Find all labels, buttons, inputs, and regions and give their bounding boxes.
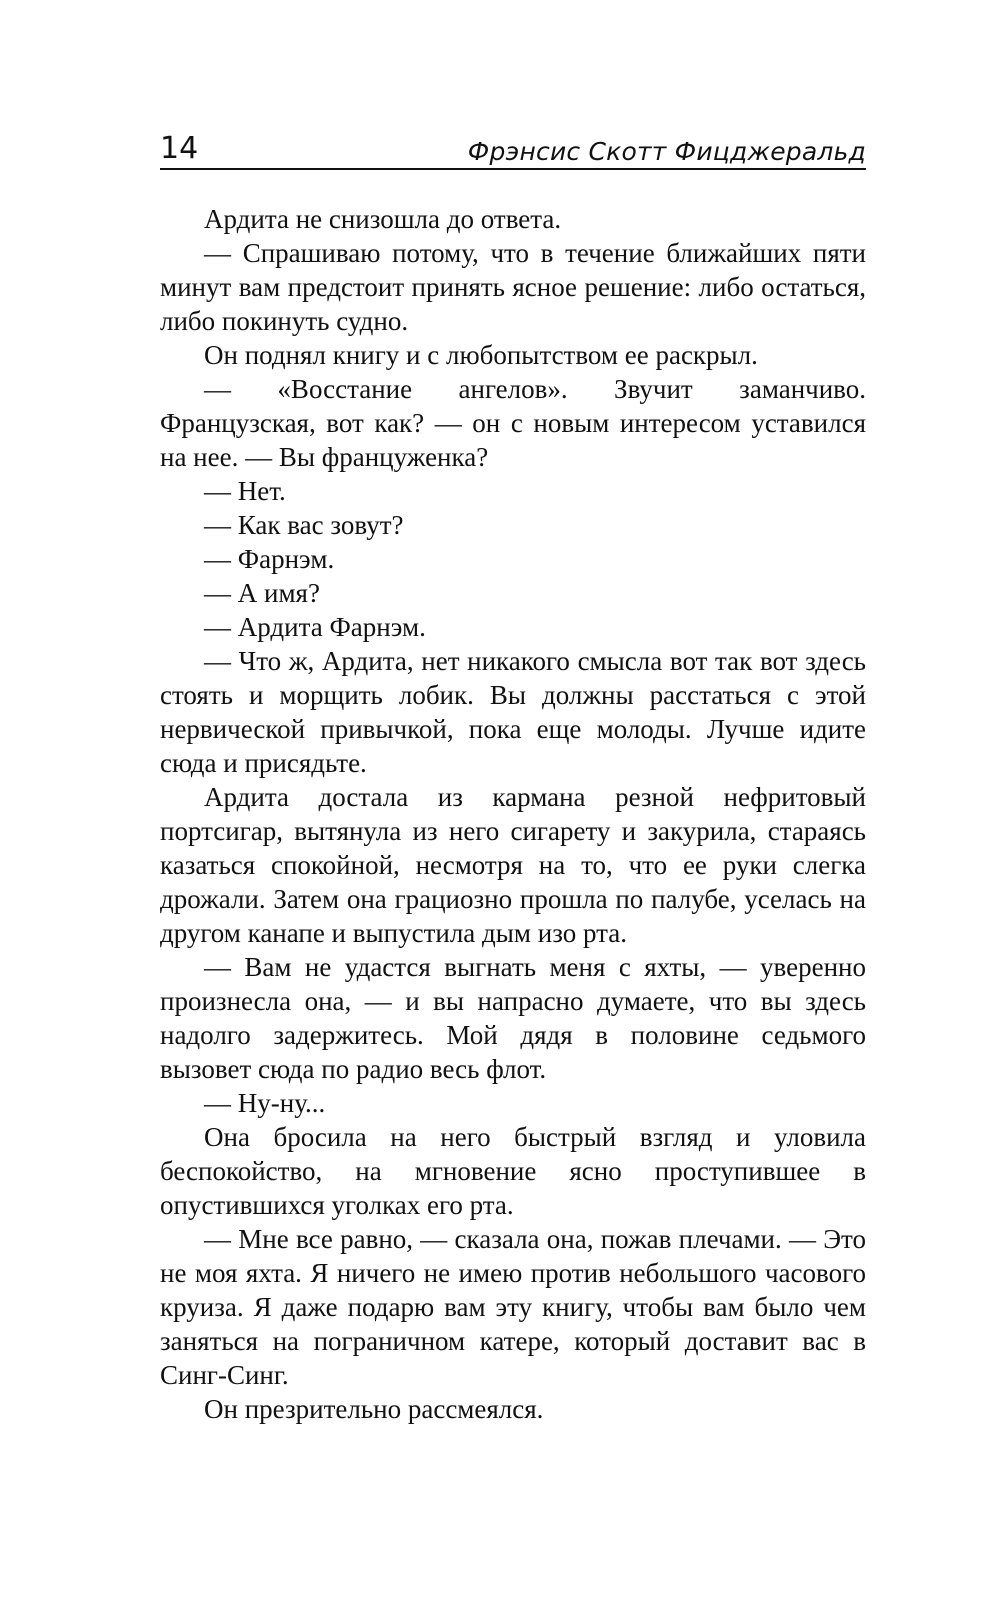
running-head-author: Фрэнсис Скотт Фицджеральд: [467, 137, 866, 166]
paragraph: Он презрительно рассмеялся.: [204, 1394, 544, 1424]
paragraph: — Что ж, Ардита, нет никакого смысла вот так вот здесь стоять и морщить лобик. Вы должны расстаться с этой нервической привычкой, пока еще молоды. Лучше идите сюда и присядьте.: [160, 646, 866, 778]
paragraph: — Спрашиваю потому, что в течение ближайших пяти минут вам предстоит принять ясное решение: либо остаться, либо покинуть судно.: [160, 238, 866, 336]
paragraph: Она бросила на него быстрый взгляд и уловила беспокойство, на мгновение ясно проступившее в опустившихся уголках его рта.: [160, 1122, 866, 1220]
book-page: [160, 120, 866, 1426]
running-head: [160, 120, 866, 170]
paragraph: Он поднял книгу и с любопытством ее раскрыл.: [204, 340, 758, 370]
paragraph: — «Восстание ангелов». Звучит заманчиво. Французская, вот как? — он с новым интересом уставился на нее. — Вы француженка?: [160, 374, 866, 472]
paragraph: — Мне все равно, — сказала она, пожав плечами. — Это не моя яхта. Я ничего не имею против небольшого часового круиза. Я даже подарю вам эту книгу, чтобы вам было чем заняться на пограничном катере, который доставит вас в Синг-Синг.: [160, 1224, 866, 1390]
paragraph: — Как вас зовут?: [204, 510, 404, 540]
paragraph: — Ну-ну...: [204, 1088, 326, 1118]
paragraph: Ардита достала из кармана резной нефритовый портсигар, вытянула из него сигарету и закурила, стараясь казаться спокойной, несмотря на то, что ее руки слегка дрожали. Затем она грациозно прошла по палубе, уселась на другом канапе и выпустила дым изо рта.: [160, 782, 866, 948]
body-text: [160, 202, 866, 1426]
paragraph: — Вам не удастся выгнать меня с яхты, — уверенно произнесла она, — и вы напрасно думаете, что вы здесь надолго задержитесь. Мой дядя в половине седьмого вызовет сюда по радио весь флот.: [160, 952, 866, 1084]
paragraph: — Фарнэм.: [204, 544, 335, 574]
page-number: 14: [160, 131, 199, 166]
paragraph: — Нет.: [204, 476, 286, 506]
paragraph: — Ардита Фарнэм.: [204, 612, 426, 642]
paragraph: — А имя?: [204, 578, 320, 608]
paragraph: Ардита не снизошла до ответа.: [204, 204, 562, 234]
